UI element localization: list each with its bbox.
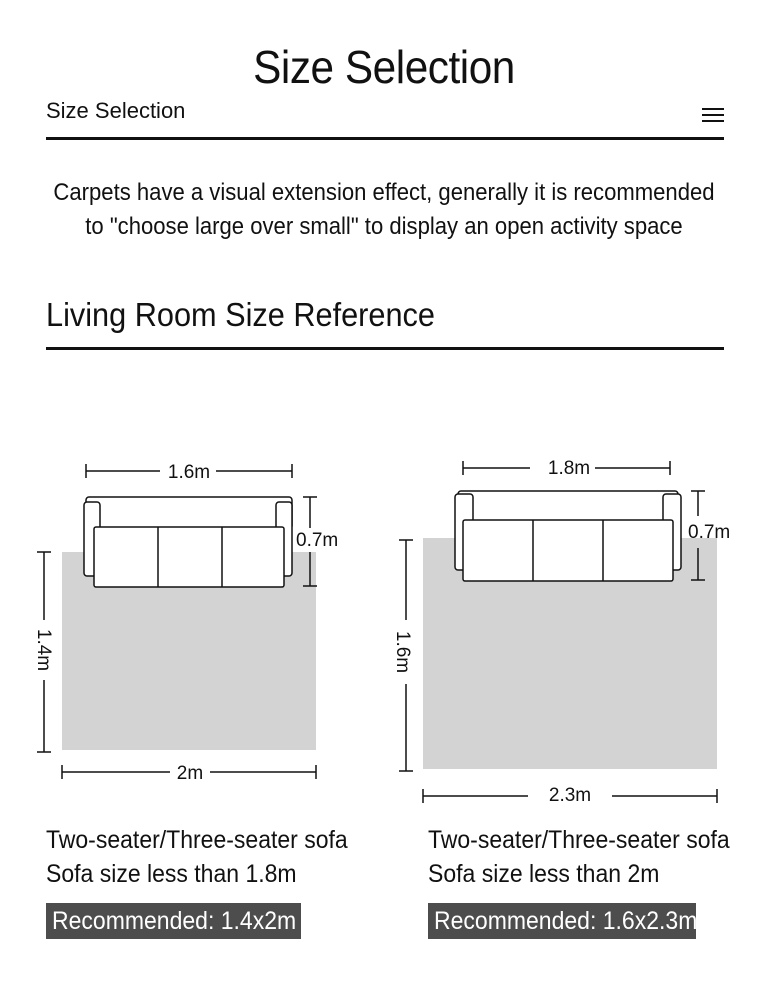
recommended-text-small: Recommended: 1.4x2m bbox=[52, 907, 297, 935]
sofa-width-label-small: 1.6m bbox=[167, 462, 211, 483]
page-title: Size Selection bbox=[253, 41, 515, 93]
caption-small-line-2: Sofa size less than 1.8m bbox=[46, 860, 297, 888]
carpet-width-label-large: 2.3m bbox=[548, 785, 592, 806]
sofa-large-icon bbox=[455, 491, 681, 581]
carpet-depth-label-small: 1.4m bbox=[33, 628, 54, 672]
recommended-text-large: Recommended: 1.6x2.3m bbox=[434, 907, 698, 935]
section-title: Living Room Size Reference bbox=[46, 296, 435, 333]
sofa-depth-label-small: 0.7m bbox=[296, 530, 339, 551]
caption-large-line-2: Sofa size less than 2m bbox=[428, 860, 660, 888]
intro-line-1: Carpets have a visual extension effect, generally it is recommended bbox=[53, 179, 715, 206]
diagram-small bbox=[37, 464, 317, 779]
carpet-width-label-small: 2m bbox=[176, 763, 204, 784]
caption-small bbox=[46, 823, 348, 891]
intro-line-2: to "choose large over small" to display an open activity space bbox=[85, 213, 683, 240]
diagram-large bbox=[399, 461, 717, 803]
caption-large bbox=[428, 823, 730, 891]
sofa-depth-label-large: 0.7m bbox=[688, 522, 731, 543]
caption-small-line-1: Two-seater/Three-seater sofa bbox=[46, 826, 348, 854]
caption-large-line-1: Two-seater/Three-seater sofa bbox=[428, 826, 730, 854]
recommended-badge-small bbox=[46, 903, 301, 939]
carpet-depth-label-large: 1.6m bbox=[392, 630, 413, 674]
recommended-badge-large bbox=[428, 903, 696, 939]
sofa-width-label-large: 1.8m bbox=[547, 458, 591, 479]
sofa-small-icon bbox=[84, 497, 292, 587]
header-subtitle: Size Selection bbox=[46, 98, 186, 123]
